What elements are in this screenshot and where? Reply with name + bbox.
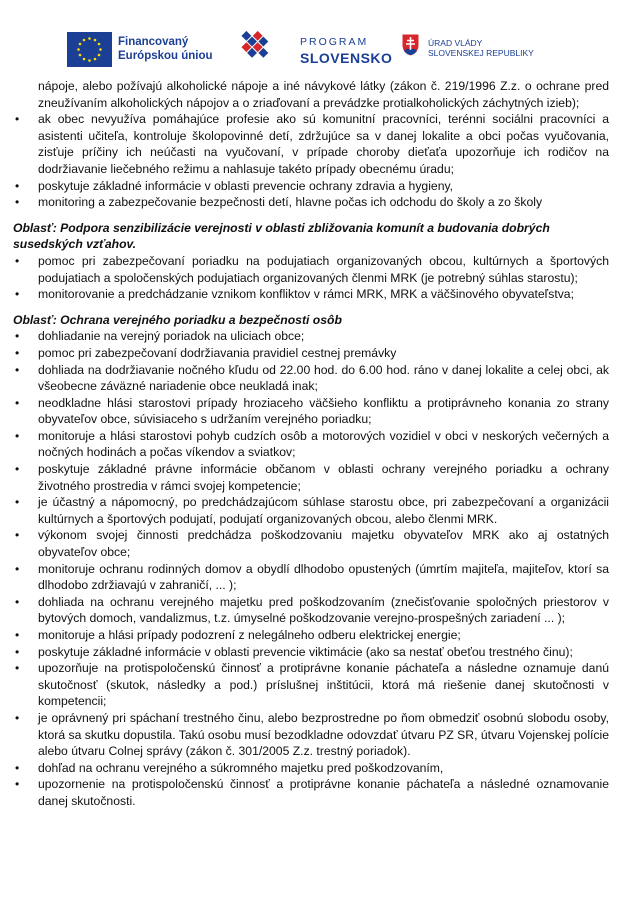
list-item: • dohliadanie na verejný poriadok na uliciach obce; (13, 328, 609, 345)
eu-funding-label (118, 35, 213, 63)
list-item: • upozornenie na protispoločenskú činnosť a protiprávne konanie páchateľa a následné oznamovanie danej skutočnosti. (13, 776, 609, 809)
list-item: • pomoc pri zabezpečovaní dodržiavania pravidiel cestnej premávky (13, 345, 609, 362)
list-item: • monitoruje a hlási starostovi pohyb cudzích osôb a motorových vozidiel v obci v neskorých večerných a nočných hodinách a počas víkendov a sviatkov; (13, 428, 609, 461)
list-item: • ak obec nevyužíva pomáhajúce profesie ako sú komunitní pracovníci, terénni sociálni pracovníci a asistenti učiteľa, kontroluje školopovinné detí, zdržujúce sa v danej lokalite a obci počas vyučovania, zisťuje príčiny ich neúčasti na vyučovaní, v prípade choroby dieťaťa upozorňuje ich rodičov na dodržiavanie liečebného režimu a nahlasuje takéto prípady obecnému úradu; (13, 111, 609, 177)
program-label: PROGRAM (300, 36, 369, 48)
slovak-crest-icon (401, 33, 420, 57)
eu-flag-icon (67, 32, 112, 67)
list-item: • poskytuje základné právne informácie občanom v oblasti ochrany verejného poriadku a ochrany životného prostredia v rámci svojej kompetencie; (13, 461, 609, 494)
list-item: • upozorňuje na protispoločenskú činnosť a protiprávne konanie páchateľa a následne oznamuje danú skutočnosť (skutok, následky a pod.) príslušnej inštitúcii, ktorá má riešenie danej skutočnosti v kompetencii; (13, 660, 609, 710)
section-title: Oblasť: Podpora senzibilizácie verejnosti v oblasti zbližovania komunít a budovania dobrých susedských vzťahov. (13, 220, 550, 252)
list-item: • poskytuje základné informácie v oblasti prevencie viktimácie (ako sa nestať obeťou trestného činu); (13, 644, 609, 661)
section1-list (13, 253, 609, 303)
list-item: • monitoring a zabezpečovanie bezpečnosti detí, hlavne počas ich odchodu do školy a zo školy (13, 194, 609, 211)
list-item: • monitoruje ochranu rodinných domov a obydlí dlhodobo opustených (úmrtím majiteľa, majiteľov, ktorí sa dlhodobo zdržiavajú v zahraničí, ... ); (13, 561, 609, 594)
document-body (13, 78, 609, 810)
list-item: • poskytuje základné informácie v oblasti prevencie ochrany zdravia a hygieny, (13, 178, 609, 195)
slovensko-label: SLOVENSKO (300, 50, 393, 66)
logo-header (0, 0, 623, 80)
list-item: • dohliada na dodržiavanie nočného kľudu od 22.00 hod. do 6.00 hod. ráno v danej lokalite a celej obci, ak všeobecne záväzné nariadenie obce neukladá inak; (13, 362, 609, 395)
section-title: Oblasť: Ochrana verejného poriadku a bezpečnosti osôb (13, 312, 342, 327)
list-item: • pomoc pri zabezpečovaní poriadku na podujatiach organizovaných obcou, kultúrnych a športových podujatiach a spoločenských podujatiach organizovaných členmi MRK (je potrebný súhlas starostu); (13, 253, 609, 286)
intro-list (13, 111, 609, 211)
list-item: • dohliada na ochranu verejného majetku pred poškodzovaním (znečisťovanie spoločných priestorov v bytových domoch, vandalizmus, t.z. úmyselné poškodzovanie verejno-prospešných zariadení ... ); (13, 594, 609, 627)
continued-paragraph: nápoje, alebo požívajú alkoholické nápoje a iné návykové látky (zákon č. 219/1996 Z.z. o ochrane pred zneužívaním alkoholických nápojov a o zriaďovaní a prevádzke protialkoholických záchytných izieb); (38, 79, 609, 110)
list-item: • neodkladne hlási starostovi prípady hroziaceho väčšieho konfliktu a protiprávneho konania zo strany obyvateľov obce, súvisiaceho s udržaním verejného poriadku; (13, 395, 609, 428)
government-office-label (428, 38, 534, 58)
list-item: • monitoruje a hlási prípady podozrení z nelegálneho odberu elektrickej energie; (13, 627, 609, 644)
eu-label-line2: Európskou úniou (118, 50, 213, 62)
list-item: • je oprávnený pri spáchaní trestného činu, alebo bezprostredne po ňom obmedziť osobnú slobodu osoby, ktorá sa skutku dopustila. Takú osobu musí bezodkladne odovzdať útvaru PZ SR, útvaru Vojenskej polície alebo útvaru Colnej správy (zákon č. 301/2005 Z.z. trestný poriadok). (13, 710, 609, 760)
eu-label-line1: Financovaný (118, 36, 189, 48)
gov-label-line1: ÚRAD VLÁDY (428, 38, 483, 48)
list-item: • dohľad na ochranu verejného a súkromného majetku pred poškodzovaním, (13, 760, 609, 777)
gov-label-line2: SLOVENSKEJ REPUBLIKY (428, 48, 534, 58)
list-item: • monitorovanie a predchádzanie vznikom konfliktov v rámci MRK, MRK a väčšinového obyvateľstva; (13, 286, 609, 303)
program-slovensko-logo-icon (222, 30, 292, 70)
list-item: • výkonom svojej činnosti predchádza poškodzovaniu majetku obyvateľov MRK ako aj ostatných obyvateľov obce; (13, 527, 609, 560)
list-item: • je účastný a nápomocný, po predchádzajúcom súhlase starostu obce, pri zabezpečovaní a organizácii kultúrnych a športových podujatí, podujatí organizovaných obcou, alebo členmi MRK. (13, 494, 609, 527)
section2-list (13, 328, 609, 809)
